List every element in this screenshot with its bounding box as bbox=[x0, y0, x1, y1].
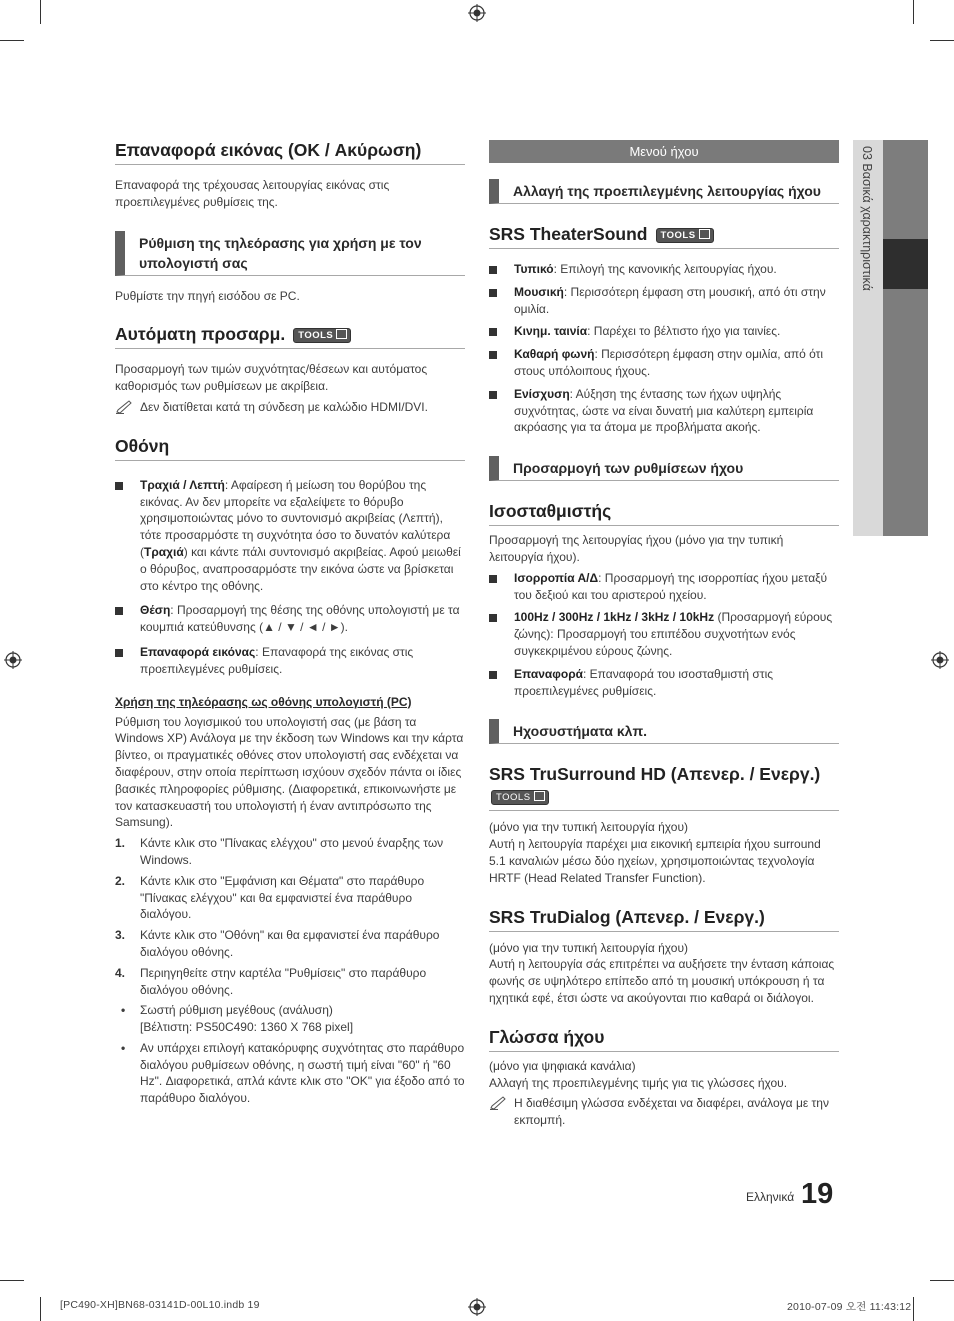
bullet-square-icon bbox=[115, 649, 123, 657]
bullet-music bbox=[489, 284, 839, 318]
crop-mark bbox=[40, 0, 41, 24]
trudialog-mode-note: (μόνο για την τυπική λειτουργία ήχου) bbox=[489, 940, 689, 955]
trudialog-text: Αυτή η λειτουργία σάς επιτρέπει να αυξήσετε την ένταση κάποιας φωνής σε υψηλότερο επίπεδο από τη μουσική υπόκρουση ή τα ηχητικά εφέ, έτσι ώστε να ακούγονται πιο καθαρά οι διάλογοι. bbox=[489, 957, 835, 1005]
bullet-text: : Περισσότερη έμφαση στην ομιλία, από ότι στους υπόλοιπους ήχους. bbox=[514, 347, 824, 378]
tools-badge-label: TOOLS bbox=[496, 791, 531, 803]
page-number: 19 bbox=[801, 1178, 834, 1210]
dot-text: Αν υπάρχει επιλογή κατακόρυφης συχνότητας στο παράθυρο διαλόγου ρυθμίσεων οθόνης, η σωστή τιμή είναι "60" ή "60 Hz". Διαφορετικά, απλά κάντε κλικ στο "OK" για έξοδο από το παράθυρο διαλόγου. bbox=[140, 1040, 465, 1106]
audio-language-mode-note: (μόνο για ψηφιακά κανάλια) bbox=[489, 1058, 636, 1073]
dot-item bbox=[115, 1040, 465, 1107]
bullet-image-reset bbox=[115, 644, 465, 678]
registration-mark-icon bbox=[4, 651, 22, 669]
bullet-standard bbox=[489, 261, 839, 278]
equalizer-text: Προσαρμογή της λειτουργίας ήχου (μόνο για την τυπική λειτουργία ήχου). bbox=[489, 533, 784, 564]
bullet-square-icon bbox=[489, 391, 497, 399]
bullet-text: ) και κάντε πάλι συντονισμό ακριβείας. Αφού μειωθεί ο θόρυβος, αναπροσαρμόστε την εικόνα ώστε να βρίσκεται στο κέντρο της οθόνης. bbox=[140, 544, 461, 593]
step-number: 2. bbox=[115, 873, 126, 888]
bullet-label: 100Hz / 300Hz / 1kHz / 3kHz / 10kHz bbox=[514, 610, 715, 625]
bullet-text: : Παρέχει το βέλτιστο ήχο για ταινίες. bbox=[587, 324, 781, 339]
tools-badge-label: TOOLS bbox=[660, 229, 696, 241]
registration-mark-icon bbox=[468, 4, 486, 22]
auto-adjust-note bbox=[115, 399, 465, 416]
subheading-pc-setup: Ρύθμιση της τηλεόρασης για χρήση με τον υπολογιστή σας bbox=[115, 231, 465, 276]
trusurround-tools-row bbox=[489, 788, 839, 811]
crop-mark bbox=[930, 40, 954, 41]
bullet-square-icon bbox=[489, 289, 497, 297]
section-title-auto-adjust bbox=[115, 324, 465, 349]
bullet-label: Καθαρή φωνή bbox=[514, 347, 595, 362]
subheading-pc-monitor: Χρήση της τηλεόρασης ως οθόνης υπολογιστή (PC) bbox=[115, 694, 412, 709]
tools-badge bbox=[656, 228, 714, 243]
subheading-adjust-sound: Προσαρμογή των ρυθμίσεων ήχου bbox=[489, 456, 839, 481]
step-number: 1. bbox=[115, 836, 126, 851]
chapter-tab-strip bbox=[883, 140, 928, 536]
tools-badge bbox=[293, 328, 351, 343]
step-text: Περιηγηθείτε στην καρτέλα "Ρυθμίσεις" στο παράθυρο διαλόγου οθόνης. bbox=[140, 965, 427, 997]
bullet-text: : Επαναφορά του ισοσταθμιστή στις προεπιλεγμένες ρυθμίσεις. bbox=[514, 666, 774, 698]
crop-mark bbox=[930, 1280, 954, 1281]
bullet-square-icon bbox=[115, 482, 123, 490]
bullet-label: Τυπικό bbox=[514, 262, 554, 276]
bullet-label: Τραχιά / Λεπτή bbox=[140, 477, 225, 492]
bullet-position bbox=[115, 602, 465, 636]
bullet-text: : Προσαρμογή της ισορροπίας ήχου μεταξύ του δεξιού και του αριστερού ηχείου. bbox=[514, 570, 828, 602]
tools-icon bbox=[534, 791, 545, 801]
subheading-sound-systems: Ηχοσυστήματα κλπ. bbox=[489, 719, 839, 744]
trusurround-text: Αυτή η λειτουργία παρέχει μια εικονική εμπειρία ήχου surround 5.1 καναλιών μέσω δύο ηχείων, χρησιμοποιώντας τεχνολογία HRTF (Head Related Transfer Function). bbox=[489, 837, 821, 885]
dot-bullet-icon: • bbox=[121, 1003, 126, 1018]
dot-text: [Βέλτιστη: PS50C490: 1360 X 768 pixel] bbox=[140, 1020, 354, 1035]
srs-title-text: SRS TheaterSound bbox=[489, 224, 648, 244]
chapter-tab-label: 03 Βασικά χαρακτηριστικά bbox=[860, 146, 874, 291]
bullet-label: Θέση bbox=[140, 603, 171, 618]
pc-setup-text: Ρυθμίστε την πηγή εισόδου σε PC. bbox=[115, 288, 300, 303]
step-text: Κάντε κλικ στο "Οθόνη" και θα εμφανιστεί ένα παράθυρο διαλόγου οθόνης. bbox=[140, 928, 440, 959]
bullet-coarse-fine bbox=[115, 477, 465, 595]
tools-icon bbox=[699, 229, 710, 239]
bullet-label: Ενίσχυση bbox=[514, 386, 570, 401]
left-column bbox=[115, 140, 465, 1107]
step-number: 4. bbox=[115, 965, 126, 980]
section-title-picture-reset: Επαναφορά εικόνας (OK / Ακύρωση) bbox=[115, 140, 465, 165]
bullet-balance bbox=[489, 570, 839, 604]
bullet-square-icon bbox=[115, 607, 123, 615]
audio-language-note bbox=[489, 1095, 839, 1129]
picture-reset-text: Επαναφορά της τρέχουσας λειτουργίας εικόνας στις προεπιλεγμένες ρυθμίσεις της. bbox=[115, 178, 390, 209]
bullet-label: Ισορροπία Α/Δ bbox=[514, 570, 599, 585]
step-text: Κάντε κλικ στο "Πίνακας ελέγχου" στο μενού έναρξης των Windows. bbox=[140, 836, 444, 867]
step-item bbox=[115, 835, 465, 869]
tools-icon bbox=[336, 329, 347, 339]
bullet-label: Μουσική bbox=[514, 284, 564, 299]
subheading-change-sound-mode: Αλλαγή της προεπιλεγμένης λειτουργίας ήχου bbox=[489, 179, 839, 204]
step-text: Κάντε κλικ στο "Εμφάνιση και Θέματα" στο παράθυρο "Πίνακας ελέγχου" και θα εμφανιστεί ένα παράθυρο διαλόγου. bbox=[140, 873, 425, 922]
section-title-trusurround: SRS TruSurround HD (Απενερ. / Ενεργ.) bbox=[489, 764, 821, 785]
sound-menu-banner: Μενού ήχου bbox=[489, 140, 839, 163]
step-item bbox=[115, 927, 465, 961]
bullet-clear-voice bbox=[489, 346, 839, 380]
bullet-square-icon bbox=[489, 575, 497, 583]
bullet-text: : Αύξηση της έντασης των ήχων υψηλής συχνότητας, ώστε να είναι δυνατή μια καλύτερη εμπειρία ακρόασης για τα άτομα με προβλήματα ακοής. bbox=[514, 386, 814, 435]
section-title-trudialog: SRS TruDialog (Απενερ. / Ενεργ.) bbox=[489, 907, 839, 932]
dot-text: Σωστή ρύθμιση μεγέθους (ανάλυση) bbox=[140, 1003, 333, 1018]
trusurround-mode-note: (μόνο για την τυπική λειτουργία ήχου) bbox=[489, 820, 689, 835]
section-title-equalizer: Ισοσταθμιστής bbox=[489, 501, 839, 526]
bullet-square-icon bbox=[489, 328, 497, 336]
step-number: 3. bbox=[115, 928, 126, 943]
section-title-screen: Οθόνη bbox=[115, 436, 465, 461]
bullet-text: : Αφαίρεση ή μείωση του θορύβου της εικόνας. Αν δεν μπορείτε να εξαλείψετε το θόρυβο χρησιμοποιώντας μόνο το συντονισμό ακριβείας (Λεπτή), τότε προσαρμόστε τη συχνότητα όσο το δυνατόν καλύτερα ( bbox=[140, 477, 451, 559]
note-pencil-icon bbox=[115, 400, 133, 414]
bullet-amplify bbox=[489, 386, 839, 436]
pc-monitor-text: Ρύθμιση του λογισμικού του υπολογιστή σας (με βάση τα Windows XP) Ανάλογα με την έκδοση των Windows και την κάρτα βίντεο, οι πραγματικές οθόνες στον υπολογιστή σας ενδέχεται να διαφέρουν, στην οποία περίπτωση ισχύουν σχεδόν πάντα οι ίδιες βασικές πληροφορίες ρύθμισης. (Διαφορετικά, επικοινωνήστε με τον κατασκευαστή του υπολογιστή ή έναν αντιπρόσωπο της Samsung). bbox=[115, 714, 464, 830]
crop-mark bbox=[0, 1280, 24, 1281]
bullet-label: Επαναφορά εικόνας bbox=[140, 644, 256, 659]
crop-mark bbox=[913, 0, 914, 24]
bullet-movie bbox=[489, 323, 839, 340]
dot-bullet-icon: • bbox=[121, 1040, 126, 1055]
bullet-square-icon bbox=[489, 351, 497, 359]
chapter-tab-marker bbox=[883, 239, 928, 289]
print-info-left: [PC490-XH]BN68-03141D-00L10.indb 19 bbox=[60, 1299, 260, 1311]
footer-language: Ελληνικά bbox=[746, 1190, 795, 1204]
bullet-square-icon bbox=[489, 614, 497, 622]
bullet-label: Επαναφορά bbox=[514, 666, 583, 681]
note-pencil-icon bbox=[489, 1096, 507, 1110]
auto-adjust-title-text: Αυτόματη προσαρμ. bbox=[115, 324, 286, 345]
audio-language-text: Αλλαγή της προεπιλεγμένης τιμής για τις γλώσσες ήχου. bbox=[489, 1075, 788, 1090]
bullet-square-icon bbox=[489, 266, 497, 274]
auto-adjust-note-text: Δεν διατίθεται κατά τη σύνδεση με καλώδιο HDMI/DVI. bbox=[140, 399, 428, 414]
bullet-bandwidth bbox=[489, 609, 839, 659]
bullet-text: : Επαναφορά της εικόνας στις προεπιλεγμένες ρυθμίσεις. bbox=[140, 644, 414, 676]
registration-mark-icon bbox=[931, 651, 949, 669]
step-item bbox=[115, 873, 465, 923]
tools-badge bbox=[491, 790, 549, 805]
bullet-text: : Περισσότερη έμφαση στη μουσική, από ότι στην ομιλία. bbox=[514, 284, 826, 316]
print-info-right: 2010-07-09 오전 11:43:12 bbox=[787, 1301, 912, 1313]
bullet-text: (Προσαρμογή εύρους ζώνης): Προσαρμογή του επιπέδου συχνοτήτων ενός συγκεκριμένου εύρους ζώνης. bbox=[514, 610, 833, 658]
bullet-square-icon bbox=[489, 671, 497, 679]
right-column bbox=[489, 140, 839, 1129]
dot-item bbox=[115, 1002, 465, 1036]
bullet-text: : Προσαρμογή της θέσης της οθόνης υπολογιστή με τα κουμπιά κατεύθυνσης (▲ / ▼ / ◄ / ►). bbox=[140, 603, 460, 635]
auto-adjust-text: Προσαρμογή των τιμών συχνότητας/θέσεων και αυτόματος καθορισμός των ρυθμίσεων με ακρίβεια. bbox=[115, 362, 428, 394]
section-title-audio-language: Γλώσσα ήχου bbox=[489, 1027, 839, 1052]
bullet-inline-bold: Τραχιά bbox=[144, 544, 184, 559]
audio-language-note-text: Η διαθέσιμη γλώσσα ενδέχεται να διαφέρει, ανάλογα με την εκπομπή. bbox=[514, 1096, 829, 1128]
bullet-eq-reset bbox=[489, 666, 839, 700]
crop-mark bbox=[913, 1297, 914, 1321]
section-title-srs-theatersound bbox=[489, 224, 839, 249]
crop-mark bbox=[0, 40, 24, 41]
bullet-label: Κινημ. ταινία bbox=[514, 324, 588, 339]
bullet-text: : Επιλογή της κανονικής λειτουργίας ήχου. bbox=[553, 262, 777, 276]
registration-mark-icon bbox=[468, 1298, 486, 1316]
tools-badge-label: TOOLS bbox=[298, 330, 334, 342]
crop-mark bbox=[40, 1297, 41, 1321]
step-item bbox=[115, 965, 465, 999]
